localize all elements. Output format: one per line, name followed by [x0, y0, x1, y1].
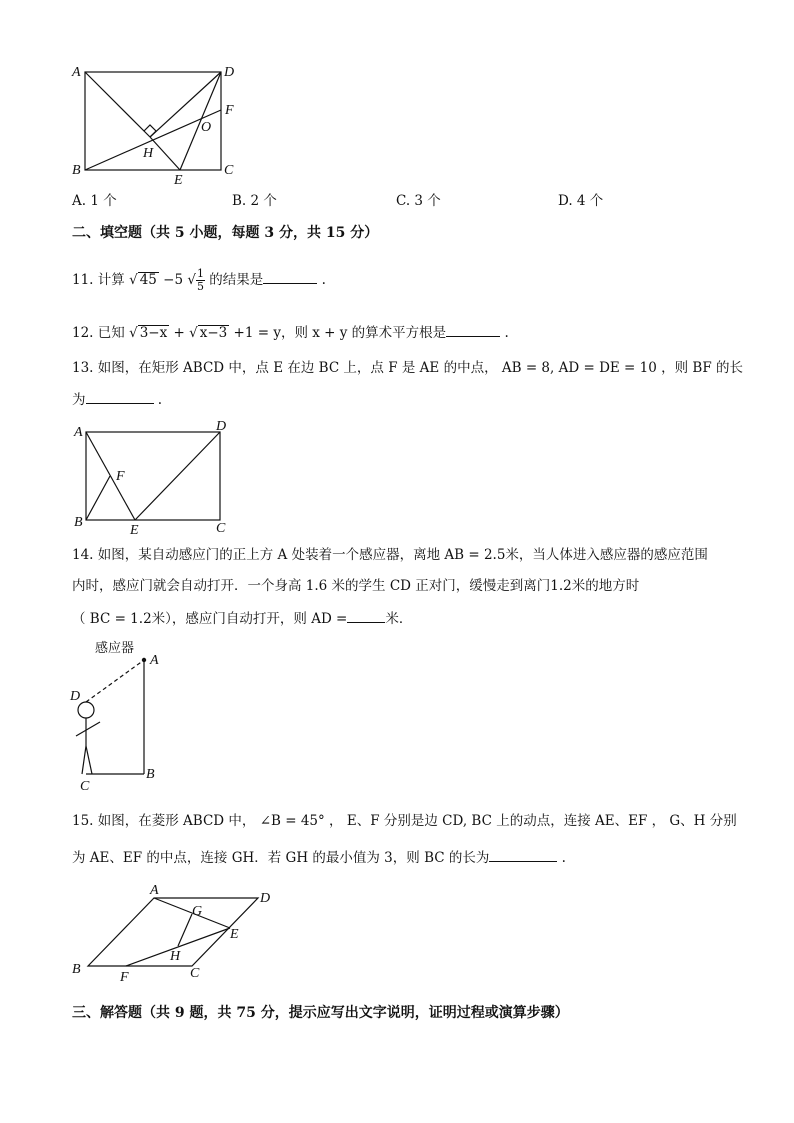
- segment-bf: [86, 476, 110, 520]
- label-d: D: [70, 689, 81, 704]
- person-head: [78, 702, 94, 718]
- label-b: B: [146, 767, 155, 782]
- q11-number: 11.: [72, 272, 94, 288]
- label-h: H: [170, 949, 181, 964]
- label-c: C: [190, 966, 200, 981]
- option-c: C. 3 个: [396, 193, 441, 209]
- option-a: A. 1 个: [72, 193, 117, 209]
- option-b: B. 2 个: [232, 193, 277, 209]
- q11-suffix: 的结果是: [209, 272, 264, 288]
- label-f: F: [116, 469, 125, 484]
- q12-answer-blank[interactable]: [446, 323, 500, 337]
- label-c: C: [216, 521, 226, 536]
- q15-prefix: 为 AE、EF 的中点，连接 GH．若 GH 的最小值为 3，则 BC 的长为: [72, 850, 490, 866]
- segment-gh: [178, 914, 192, 946]
- label-g: G: [192, 904, 203, 919]
- question-11: 11. 计算 √ 45 −5 √ $\frac{1}{5}$ 的结果是 .: [72, 267, 326, 293]
- figure-q13: [70, 418, 240, 536]
- q14-answer-blank[interactable]: [347, 609, 385, 623]
- q12-suffix: ，则 x + y 的算术平方根是: [280, 325, 447, 341]
- q11-end: .: [321, 272, 326, 288]
- label-c: C: [224, 163, 234, 178]
- label-f: F: [225, 103, 234, 118]
- label-b: B: [74, 515, 83, 530]
- label-e: E: [130, 523, 139, 538]
- label-d: D: [216, 419, 227, 434]
- question-14-line-2: 内时，感应门就会自动打开．一个身高 1.6 米的学生 CD 正对门，缓慢走到离门1.2米的地方时: [72, 578, 640, 594]
- question-15-line-1: 15. 如图，在菱形 ABCD 中， ∠B = 45° ， E、F 分别是边 CD, BC 上的动点，连接 AE、EF ， G、H 分别: [72, 813, 737, 829]
- right-angle-mark: [144, 125, 156, 137]
- label-a: A: [72, 65, 81, 80]
- label-a: A: [150, 653, 159, 668]
- label-h: H: [143, 146, 154, 161]
- person-leg-right: [86, 746, 92, 774]
- label-a: A: [150, 883, 159, 898]
- person-leg-left: [82, 746, 86, 774]
- q15-answer-blank[interactable]: [489, 848, 557, 862]
- label-a: A: [74, 425, 83, 440]
- figure-q15: [66, 880, 286, 985]
- label-o: O: [201, 120, 212, 135]
- q12-plus: +: [173, 325, 185, 341]
- sensor-point: [142, 658, 146, 662]
- q15-end: .: [561, 850, 566, 866]
- label-b: B: [72, 163, 81, 178]
- label-e: E: [230, 927, 239, 942]
- label-d: D: [224, 65, 235, 80]
- q14-prefix: （ BC = 1.2米），感应门自动打开，则 AD =: [72, 611, 348, 627]
- sensor-label: 感应器: [95, 641, 135, 656]
- q12-end: .: [504, 325, 509, 341]
- q14-suffix: 米．: [385, 611, 413, 627]
- question-13-line-1: 13. 如图，在矩形 ABCD 中，点 E 在边 BC 上，点 F 是 AE 的中点， AB = 8, AD = DE = 10 ，则 BF 的长: [72, 360, 743, 376]
- q12-radicand-1: 3−x: [139, 325, 168, 341]
- section-2-title: 二、填空题（共 5 小题，每题 3 分，共 15 分）: [72, 225, 379, 241]
- q12-number: 12.: [72, 325, 94, 341]
- label-d: D: [260, 891, 271, 906]
- segment-ah: [85, 72, 150, 137]
- option-d: D. 4 个: [558, 193, 604, 209]
- dashed-line-da: [86, 660, 144, 702]
- rectangle-abcd: [86, 432, 220, 520]
- q11-fraction: $\frac{1}{5}$: [196, 267, 204, 293]
- q12-radicand-2: x−3: [199, 325, 228, 341]
- question-12: 12. 已知 √ 3−x + √ x−3 +1 = y，则 x + y 的算术平方根是 .: [72, 325, 509, 341]
- question-14-line-1: 14. 如图，某自动感应门的正上方 A 处装着一个感应器，离地 AB = 2.5米，当人体进入感应器的感应范围: [72, 547, 708, 563]
- question-15-line-2: [72, 848, 566, 867]
- q13-answer-blank[interactable]: [86, 390, 154, 404]
- q11-answer-blank[interactable]: [263, 270, 317, 284]
- q11-prefix: 计算: [97, 272, 125, 288]
- q13-prefix: 为: [72, 392, 86, 408]
- label-e: E: [174, 173, 183, 188]
- person-arms: [76, 722, 100, 736]
- q13-end: .: [157, 392, 163, 408]
- label-c: C: [80, 779, 90, 794]
- q11-radicand: 45: [139, 272, 157, 288]
- question-14-line-3: [72, 609, 412, 628]
- label-b: B: [72, 962, 81, 977]
- label-f: F: [120, 970, 129, 985]
- figure-q14: [68, 636, 178, 796]
- question-13-line-2: [72, 390, 162, 409]
- segment-he: [150, 137, 180, 170]
- q12-prefix: 已知: [97, 325, 125, 341]
- q11-minus: −5: [163, 272, 184, 288]
- section-3-title: 三、解答题（共 9 题，共 75 分，提示应写出文字说明，证明过程或演算步骤）: [72, 1005, 569, 1021]
- segment-de: [135, 432, 220, 520]
- figure-q10: [70, 60, 250, 188]
- q12-equation-tail: +1 = y: [233, 325, 281, 341]
